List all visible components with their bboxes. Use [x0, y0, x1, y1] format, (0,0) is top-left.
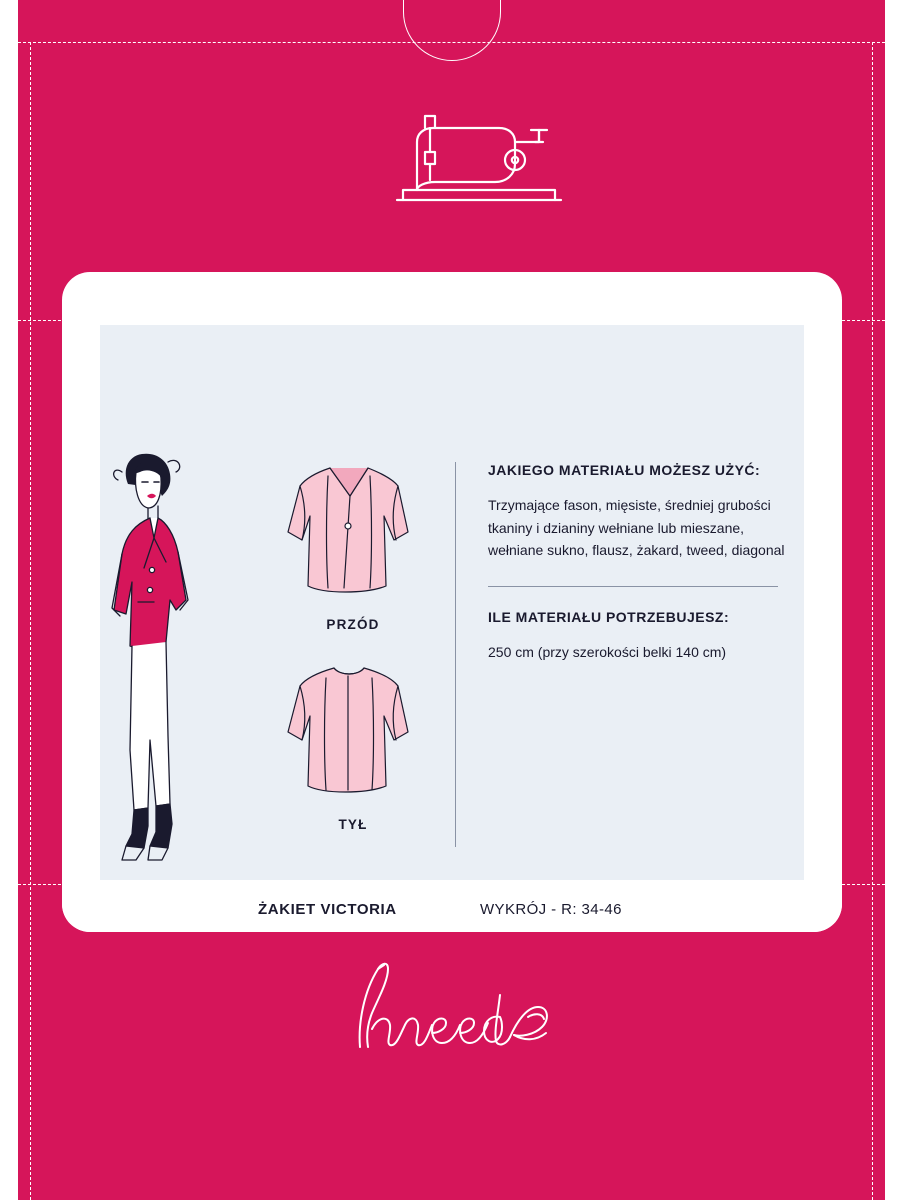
sewing-machine-icon: [389, 112, 569, 212]
pattern-name: ŻAKIET VICTORIA: [258, 901, 397, 918]
info-rule: [488, 586, 778, 587]
info-panel: [488, 462, 798, 664]
pattern-sizes: WYKRÓJ - R: 34-46: [480, 901, 622, 918]
fashion-illustration: [92, 450, 222, 870]
fold-line-left: [30, 42, 31, 1200]
material-body: Trzymające fason, mięsiste, średniej grubości tkaniny i dzianiny wełniane lub mieszane, wełniane sukno, flausz, żakard, tweed, diagonal: [488, 497, 785, 559]
flat-sketch-front-label: PRZÓD: [326, 617, 380, 632]
amount-body: 250 cm (przy szerokości belki 140 cm): [488, 644, 727, 661]
flat-sketch-back: [278, 662, 428, 802]
fold-line-right: [872, 42, 873, 1200]
panel-divider: [455, 462, 456, 847]
needle-brand-logo: [338, 955, 568, 1060]
amount-heading: ILE MATERIAŁU POTRZEBUJESZ:: [488, 609, 730, 626]
page-margin-left: [0, 0, 18, 1200]
flat-sketch-back-label: TYŁ: [338, 817, 368, 832]
material-heading: JAKIEGO MATERIAŁU MOŻESZ UŻYĆ:: [488, 462, 761, 478]
flat-sketch-front: [278, 462, 428, 602]
card-footer: [62, 880, 842, 932]
page-margin-right: [885, 0, 903, 1200]
